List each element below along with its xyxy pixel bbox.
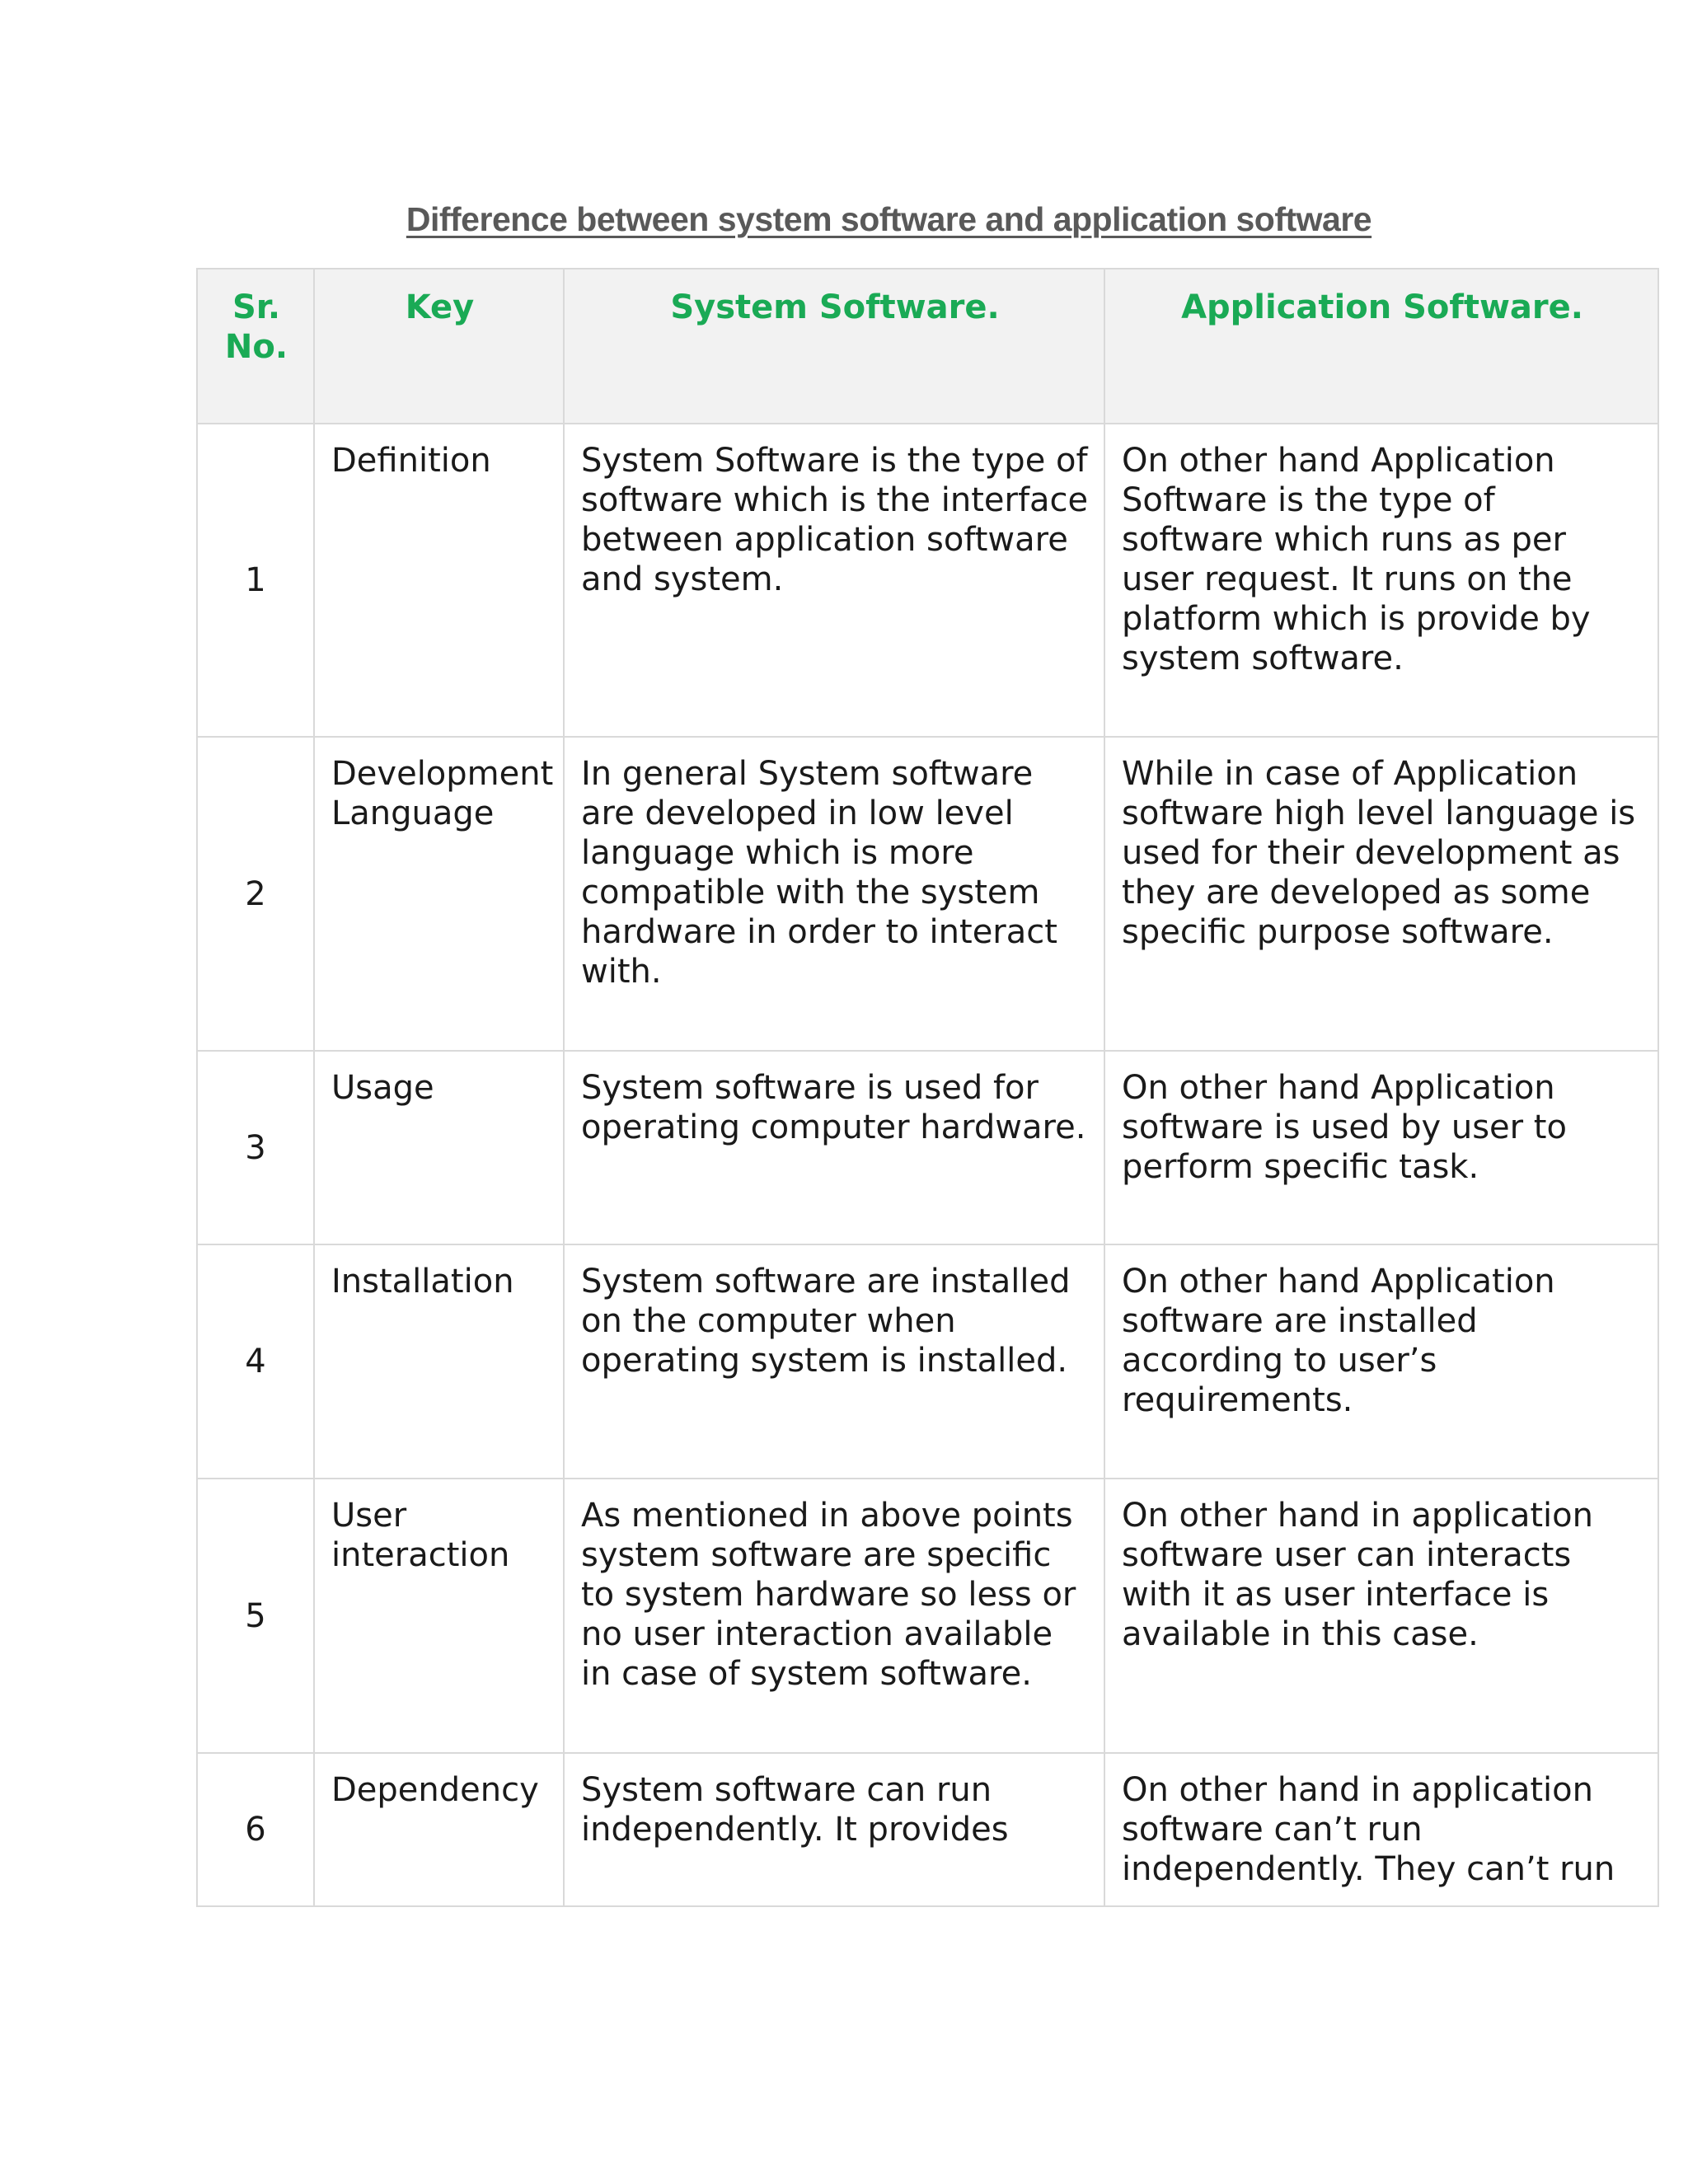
- row-application-software: On other hand Application Software is the type of software which runs as per user request. It runs on the platform which is provide by system software.: [1104, 424, 1658, 737]
- row-sr-no: 4: [197, 1244, 314, 1479]
- table-row: [197, 1051, 1658, 1244]
- row-system-software: As mentioned in above points system software are specific to system hardware so less or no user interaction available in case of system software.: [564, 1479, 1104, 1753]
- row-key: Definition: [314, 424, 564, 737]
- row-key: Development Language: [314, 737, 564, 1051]
- row-key: Dependency: [314, 1753, 564, 1906]
- row-application-software: While in case of Application software high level language is used for their development as they are developed as some specific purpose software.: [1104, 737, 1658, 1051]
- row-key: Installation: [314, 1244, 564, 1479]
- table-row: [197, 1753, 1658, 1906]
- header-system-software: System Software.: [564, 269, 1104, 424]
- table-row: [197, 737, 1658, 1051]
- header-key: Key: [314, 269, 564, 424]
- row-system-software: System software are installed on the computer when operating system is installed.: [564, 1244, 1104, 1479]
- row-sr-no: 3: [197, 1051, 314, 1244]
- row-application-software: On other hand Application software is used by user to perform specific task.: [1104, 1051, 1658, 1244]
- row-system-software: System software can run independently. It provides: [564, 1753, 1104, 1906]
- row-sr-no: 6: [197, 1753, 314, 1906]
- table-row: [197, 1479, 1658, 1753]
- row-system-software: In general System software are developed in low level language which is more compatible with the system hardware in order to interact with.: [564, 737, 1104, 1051]
- comparison-table: [196, 268, 1659, 1907]
- row-sr-no: 2: [197, 737, 314, 1051]
- row-system-software: System Software is the type of software which is the interface between application software and system.: [564, 424, 1104, 737]
- row-system-software: System software is used for operating computer hardware.: [564, 1051, 1104, 1244]
- row-key: Usage: [314, 1051, 564, 1244]
- row-application-software: On other hand Application software are installed according to user’s requirements.: [1104, 1244, 1658, 1479]
- table-row: [197, 424, 1658, 737]
- row-application-software: On other hand in application software can’t run independently. They can’t run: [1104, 1753, 1658, 1906]
- row-sr-no: 1: [197, 424, 314, 737]
- table-row: [197, 1244, 1658, 1479]
- table-header-row: [197, 269, 1658, 424]
- row-application-software: On other hand in application software user can interacts with it as user interface is available in this case.: [1104, 1479, 1658, 1753]
- row-sr-no: 5: [197, 1479, 314, 1753]
- header-sr-no: Sr. No.: [197, 269, 314, 424]
- header-application-software: Application Software.: [1104, 269, 1658, 424]
- document-title: Difference between system software and application software: [406, 200, 1372, 238]
- row-key: User interaction: [314, 1479, 564, 1753]
